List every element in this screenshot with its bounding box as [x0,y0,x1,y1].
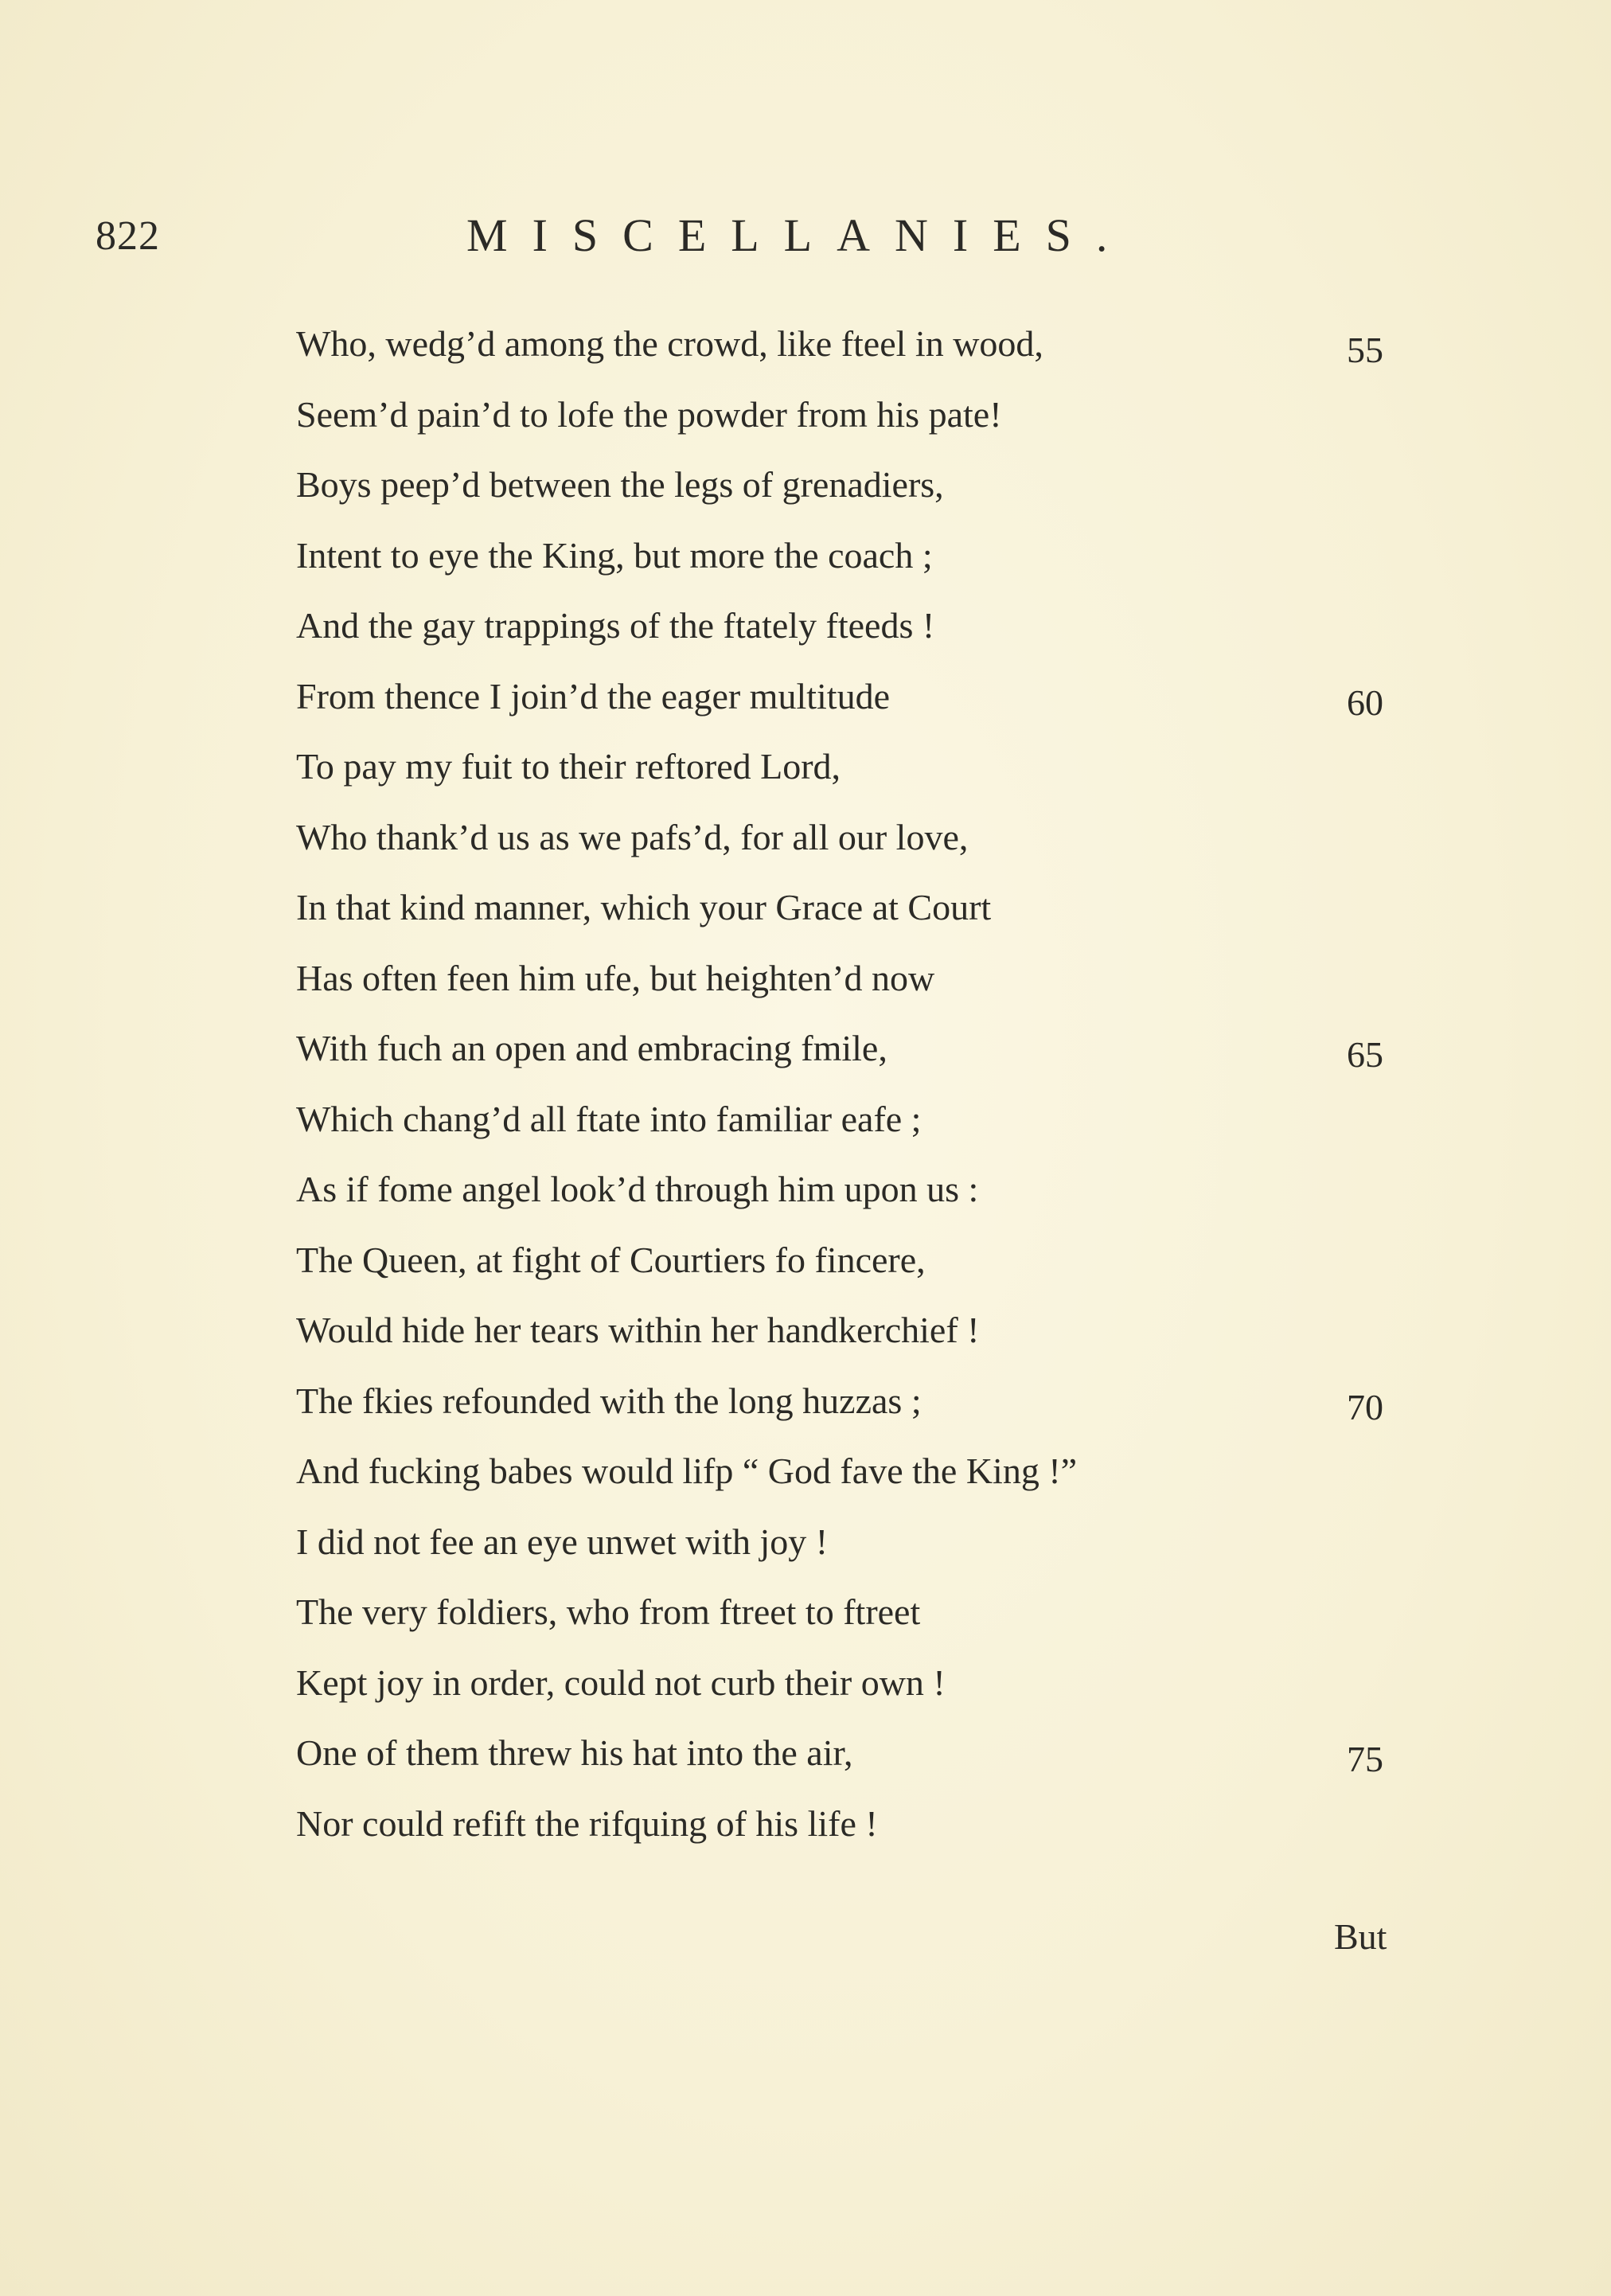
catchword: But [1334,1916,1387,1957]
poem-line [296,943,1426,1014]
poem-line [296,1084,1426,1155]
poem-line [296,1507,1426,1578]
line-text: As if fome angel look’d through him upon us : [296,1169,979,1209]
poem-text [296,309,1426,1859]
poem-line [296,1154,1426,1225]
page-number: 822 [96,213,160,259]
line-text: Seem’d pain’d to lofe the powder from his pate! [296,393,1002,435]
line-text: And the gay trappings of the ftately fteeds ! [296,605,935,646]
poem-line [296,1577,1426,1648]
line-text: And fucking babes would lifp “ God fave the King !” [296,1451,1078,1491]
line-text: Intent to eye the King, but more the coach ; [296,534,933,576]
poem-line [296,1436,1426,1507]
poem-line [296,1295,1426,1366]
line-text: The very foldiers, who from ftreet to ftreet [296,1591,921,1632]
poem-line [296,1225,1426,1296]
poem-line [296,450,1426,521]
line-text: Boys peep’d between the legs of grenadiers, [296,464,944,505]
line-text: From thence I join’d the eager multitude [296,675,890,717]
poem-line [296,591,1426,662]
line-number: 70 [1347,1386,1383,1427]
line-text: With fuch an open and embracing fmile, [296,1028,887,1068]
line-text: Who, wedg’d among the crowd, like fteel in wood, [296,323,1043,364]
line-text: Which chang’d all ftate into familiar eafe ; [296,1098,922,1139]
line-text: I did not fee an eye unwet with joy ! [296,1521,829,1562]
poem-line [296,732,1426,802]
poem-line [296,802,1426,873]
line-text: Has often feen him ufe, but heighten’d now [296,957,935,998]
line-text: The Queen, at fight of Courtiers fo fincere, [296,1239,926,1280]
poem-line [296,309,1426,380]
poem-line [296,1718,1426,1789]
running-head: MISCELLANIES. [466,209,1133,261]
line-number: 65 [1347,1034,1383,1075]
poem-line [296,521,1426,592]
line-text: To pay my fuit to their reftored Lord, [296,746,841,787]
line-text: One of them threw his hat into the air, [296,1732,853,1773]
line-number: 60 [1347,681,1383,723]
line-text: Kept joy in order, could not curb their own ! [296,1661,946,1703]
poem-line [296,1013,1426,1084]
poem-line [296,380,1426,451]
line-text: Would hide her tears within her handkerchief ! [296,1310,980,1350]
line-text: The fkies refounded with the long huzzas ; [296,1380,922,1421]
line-text: Who thank’d us as we pafs’d, for all our love, [296,816,969,857]
poem-line [296,1648,1426,1719]
line-text: Nor could refift the rifquing of his life ! [296,1802,878,1844]
line-number: 75 [1347,1739,1383,1779]
poem-line [296,873,1426,943]
poem-line [296,1366,1426,1437]
line-text: In that kind manner, which your Grace at Court [296,887,992,927]
poem-line [296,662,1426,732]
line-number: 55 [1347,330,1383,370]
poem-line [296,1789,1426,1860]
